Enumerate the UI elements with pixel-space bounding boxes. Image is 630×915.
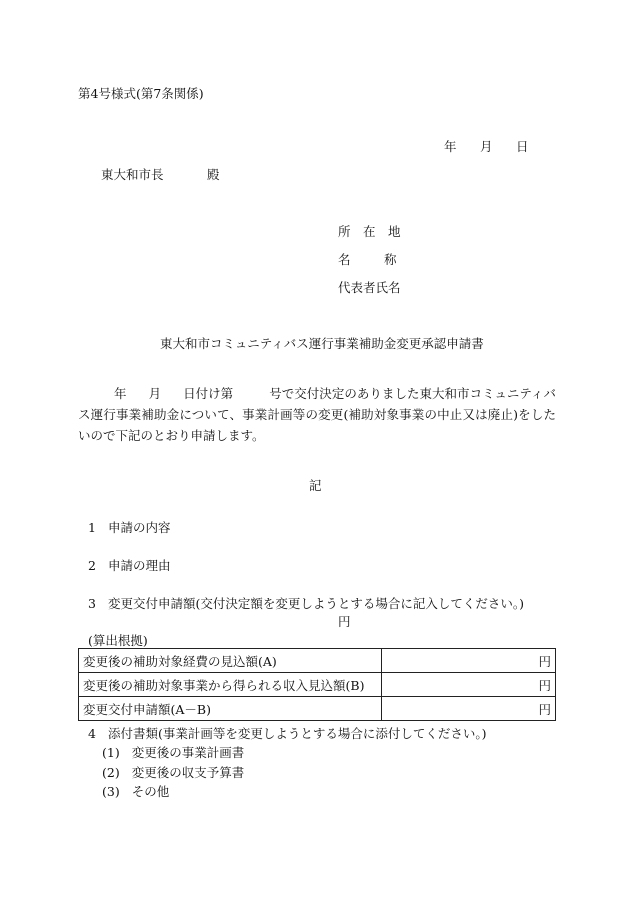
- table-row-unit: 円: [382, 697, 556, 721]
- table-row: [79, 649, 556, 673]
- body-dated-no: 日付け第: [183, 386, 234, 401]
- document-title: 東大和市コミュニティバス運行事業補助金変更承認申請書: [160, 336, 484, 351]
- item3-unit: 円: [338, 614, 351, 629]
- item-label: 添付書類(事業計画等を変更しようとする場合に添付してください。): [107, 726, 487, 741]
- item-4: [88, 724, 486, 742]
- date-month-label: 月: [480, 139, 493, 154]
- addressee-honorific: 殿: [207, 167, 220, 182]
- item-number: 3: [88, 596, 96, 611]
- table-row: [79, 697, 556, 721]
- table-row-unit: 円: [382, 673, 556, 697]
- body-paragraph: [78, 383, 556, 446]
- ki-marker: 記: [309, 478, 322, 493]
- item-number: 2: [88, 558, 96, 573]
- amount-table: [78, 648, 556, 721]
- subitem-3: [102, 782, 169, 800]
- table-row-label: 変更後の補助対象事業から得られる収入見込額(B): [79, 673, 382, 697]
- subitem-number: (1): [102, 745, 120, 760]
- subitem-number: (3): [102, 784, 120, 799]
- calc-basis-label: (算出根拠): [88, 633, 148, 648]
- item-2: [88, 556, 170, 574]
- applicant-representative-label: 代表者氏名: [338, 280, 401, 295]
- body-year: 年: [114, 386, 127, 401]
- item-number: 1: [88, 520, 96, 535]
- item-label: 変更交付申請額(交付決定額を変更しようとする場合に記入してください。): [107, 596, 524, 611]
- item-number: 4: [88, 726, 96, 741]
- applicant-address-label: 所 在 地: [338, 224, 401, 239]
- applicant-name-label-1: 名: [338, 252, 351, 267]
- applicant-name-label-2: 称: [384, 252, 397, 267]
- form-number: 第4号様式(第7条関係): [78, 86, 204, 101]
- addressee-name: 東大和市長: [101, 167, 164, 182]
- subitem-label: 変更後の事業計画書: [131, 745, 245, 760]
- subitem-2: [102, 763, 244, 781]
- body-month: 月: [148, 386, 162, 401]
- item-label: 申請の理由: [107, 558, 171, 573]
- table-row-unit: 円: [382, 649, 556, 673]
- table-row: [79, 673, 556, 697]
- subitem-label: 変更後の収支予算書: [131, 765, 245, 780]
- date-year-label: 年: [444, 139, 457, 154]
- subitem-number: (2): [102, 765, 120, 780]
- table-row-label: 変更後の補助対象経費の見込額(A): [79, 649, 382, 673]
- table-row-label: 変更交付申請額(A－B): [79, 697, 382, 721]
- subitem-1: [102, 743, 244, 761]
- item-label: 申請の内容: [107, 520, 171, 535]
- subitem-label: その他: [131, 784, 170, 799]
- item-3: [88, 594, 524, 612]
- body-text: 号で交付決定のありました東大和市コミュニティバス運行事業補助金について、事業計画等の変更(補助対象事業の中止又は廃止)をしたいので下記のとおり申請します。: [78, 386, 556, 443]
- date-day-label: 日: [516, 139, 529, 154]
- item-1: [88, 518, 170, 536]
